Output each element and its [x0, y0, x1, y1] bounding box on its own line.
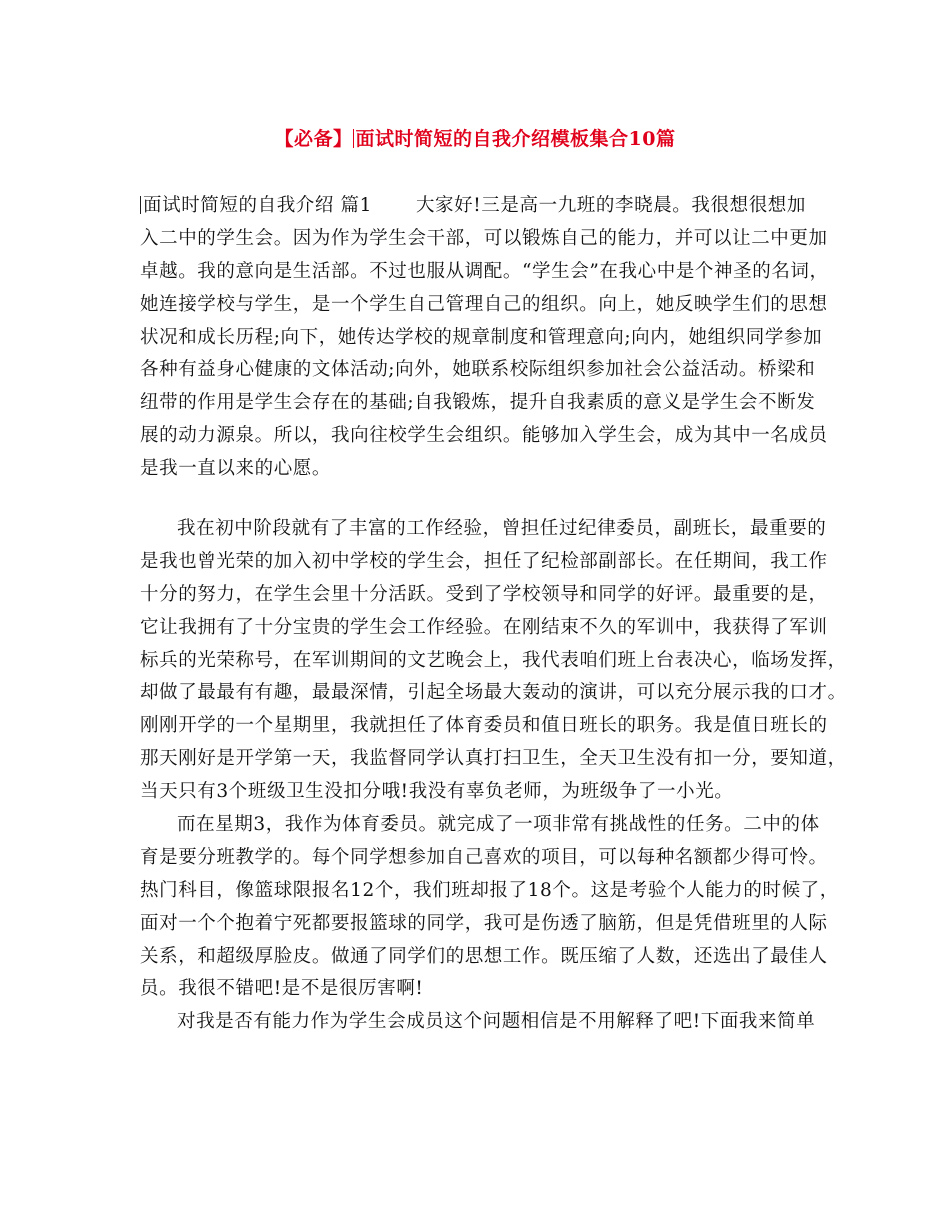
paragraph-line: 育是要分班教学的。每个同学想参加自己喜欢的项目，可以每种名额都少得可怜。 [140, 846, 828, 868]
paragraph-line: 我在初中阶段就有了丰富的工作经验，曾担任过纪律委员，副班长，最重要的 [177, 518, 827, 539]
paragraph-line: 是我一直以来的心愿。 [140, 458, 332, 480]
paragraph-line: 是我也曾光荣的加入初中学校的学生会，担任了纪检部副部长。在任期间，我工作 [140, 550, 828, 572]
paragraph-line: 卓越。我的意向是生活部。不过也服从调配。“学生会”在我心中是个神圣的名词， [140, 260, 829, 282]
title-prefix: 【必备】 [274, 128, 353, 150]
paragraph-line: 热门科目，像篮球限报名12个，我们班却报了18个。这是考验个人能力的时候了， [140, 879, 839, 901]
section-heading: 面试时简短的自我介绍 篇1 [143, 195, 372, 216]
paragraph-line: 却做了最最有有趣，最最深情，引起全场最大轰动的演讲，可以充分展示我的口才。 [140, 682, 847, 704]
paragraph-line: 标兵的光荣称号，在军训期间的文艺晚会上，我代表咱们班上台表决心，临场发挥， [140, 649, 847, 671]
paragraph-line: 各种有益身心健康的文体活动;向外，她联系校际组织参加社会公益活动。桥梁和 [140, 359, 816, 381]
document-title [0, 124, 950, 151]
paragraph-line: 对我是否有能力作为学生会成员这个问题相信是不用解释了吧!下面我来简单 [177, 1011, 816, 1032]
paragraph-line: 员。我很不错吧!是不是很厉害啊! [140, 978, 424, 1000]
paragraph-line: 入二中的学生会。因为作为学生会干部，可以锻炼自己的能力，并可以让二中更加 [140, 227, 828, 249]
paragraph-1 [140, 190, 830, 486]
paragraph-line: 她连接学校与学生，是一个学生自己管理自己的组织。向上，她反映学生们的思想 [140, 293, 828, 315]
paragraph-4 [140, 1006, 830, 1039]
title-text: 面试时简短的自我介绍模板集合10篇 [355, 128, 676, 150]
paragraph-line: 刚刚开学的一个星期里，我就担任了体育委员和值日班长的职务。我是值日班长的 [140, 715, 828, 737]
paragraph-line: 面试时简短的自我介绍 篇1 大家好!三是高一九班的李晓晨。我很想很想加 [140, 190, 830, 223]
paragraph-line: 状况和成长历程;向下，她传达学校的规章制度和管理意向;向内，她组织同学参加 [140, 326, 823, 348]
paragraph-line: 当天只有3个班级卫生没扣分哦!我没有辜负老师，为班级争了一小光。 [140, 781, 734, 803]
paragraph-line: 关系，和超级厚脸皮。做通了同学们的思想工作。既压缩了人数，还选出了最佳人 [140, 945, 828, 967]
paragraph-line: 面对一个个抱着宁死都要报篮球的同学，我可是伤透了脑筋，但是凭借班里的人际 [140, 912, 828, 934]
paragraph-line: 而在星期3，我作为体育委员。就完成了一项非常有挑战性的任务。二中的体 [177, 814, 820, 835]
paragraph-line: 它让我拥有了十分宝贵的学生会工作经验。在刚结束不久的军训中，我获得了军训 [140, 616, 828, 638]
paragraph-3 [140, 809, 839, 1006]
paragraph-line: 十分的努力，在学生会里十分活跃。受到了学校领导和同学的好评。最重要的是， [140, 583, 828, 605]
paragraph-line: 纽带的作用是学生会存在的基础;自我锻炼，提升自我素质的意义是学生会不断发 [140, 392, 816, 414]
paragraph-line: 展的动力源泉。所以，我向往校学生会组织。能够加入学生会，成为其中一名成员 [140, 425, 828, 447]
cursor-bar-icon [353, 129, 354, 148]
paragraph-line: 那天刚好是开学第一天，我监督同学认真打扫卫生，全天卫生没有扣一分，要知道， [140, 748, 847, 770]
cursor-bar-icon [140, 196, 141, 214]
paragraph-2 [140, 513, 847, 809]
